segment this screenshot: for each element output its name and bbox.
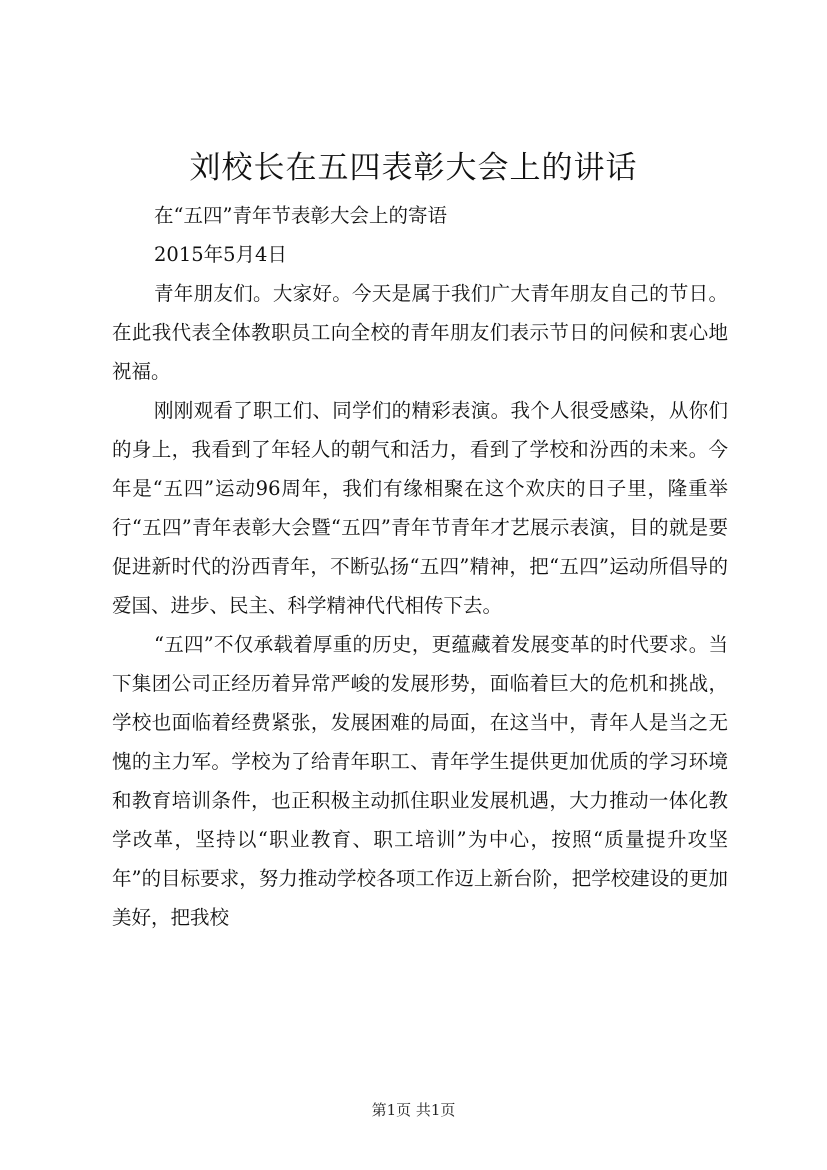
page-footer: 第1页 共1页	[371, 1101, 456, 1119]
document-title: 刘校长在五四表彰大会上的讲话	[189, 150, 638, 186]
document-body	[112, 196, 728, 937]
document-date: 2015年5月4日	[154, 243, 287, 266]
paragraph-may-fourth-spirit: “五四”不仅承载着厚重的历史，更蕴藏着发展变革的时代要求。当下集团公司正经历着异常严峻的发展形势，面临着巨大的危机和挑战，学校也面临着经费紧张，发展困难的局面，在这当中，青年人是当之无愧的主力军。学校为了给青年职工、青年学生提供更加优质的学习环境和教育培训条件，也正积极主动抓住职业发展机遇，大力推动一体化教学改革，坚持以“职业教育、职工培训”为中心，按照“质量提升攻坚年”的目标要求，努力推动学校各项工作迈上新台阶，把学校建设的更加美好，把我校	[112, 633, 728, 929]
paragraph-greeting: 青年朋友们。大家好。今天是属于我们广大青年朋友自己的节日。在此我代表全体教职员工向全校的青年朋友们表示节日的问候和衷心地祝福。	[112, 282, 728, 383]
document-subtitle: 在“五四”青年节表彰大会上的寄语	[154, 204, 447, 227]
paragraph-performance: 刚刚观看了职工们、同学们的精彩表演。我个人很受感染，从你们的身上，我看到了年轻人的朝气和活力，看到了学校和汾西的未来。今年是“五四”运动96周年，我们有缘相聚在这个欢庆的日子里，隆重举行“五四”青年表彰大会暨“五四”青年节青年才艺展示表演，目的就是要促进新时代的汾西青年，不断弘扬“五四”精神，把“五四”运动所倡导的爱国、进步、民主、科学精神代代相传下去。	[112, 399, 728, 617]
